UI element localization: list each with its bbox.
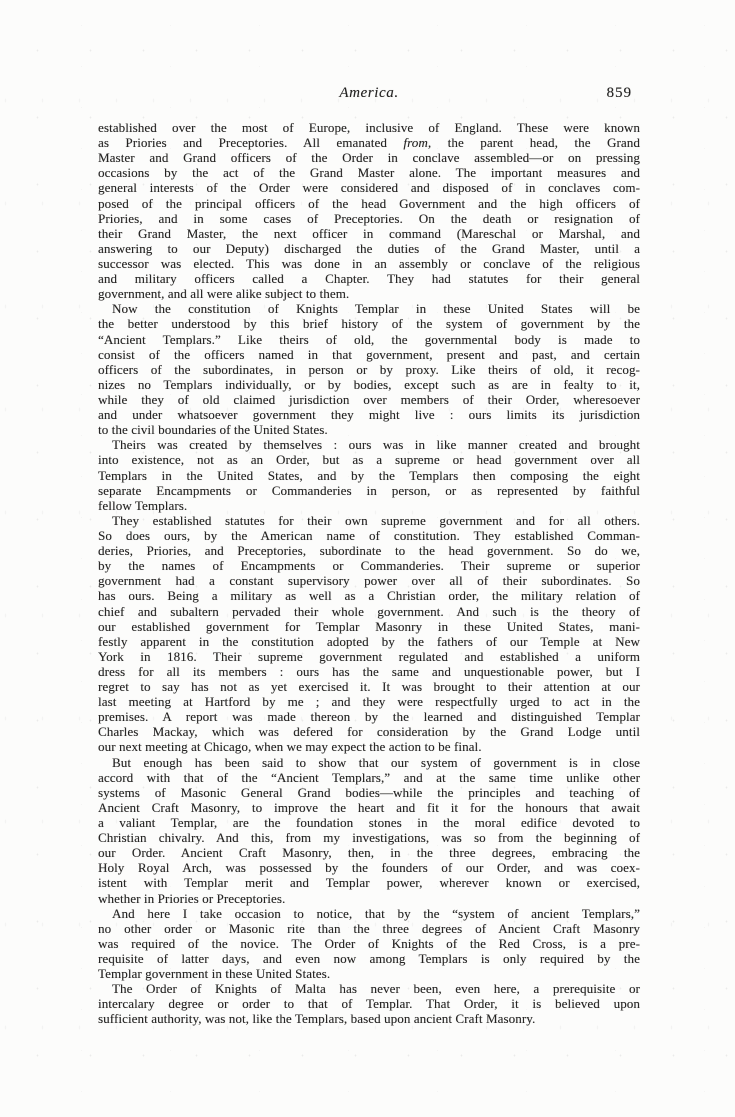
- text-segment: the parent head, the Grand: [431, 135, 640, 151]
- text-line: has ours. Being a military as well as a Christian order, the military relation of: [98, 588, 640, 604]
- paragraph: [98, 437, 640, 513]
- paragraph: [98, 513, 640, 755]
- text-line: government, and all were alike subject to them.: [98, 286, 350, 302]
- text-line: answering to our Deputy) discharged the duties of the Grand Master, until a: [98, 240, 640, 256]
- text-line: intercalary degree or order to that of Templar. That Order, it is believed upon: [98, 996, 640, 1012]
- text-line: separate Encampments or Commanderies in person, or as represented by faithful: [98, 482, 640, 498]
- text-line: nizes no Templars individually, or by bodies, except such as are in fealty to it,: [98, 376, 640, 392]
- text-line: chief and subaltern pervaded their whole government. And such is the theory of: [98, 603, 640, 619]
- paragraph: [98, 906, 640, 982]
- text-line: by the names of Encampments or Commanderies. Their supreme or superior: [98, 558, 640, 574]
- text-line: their Grand Master, the next officer in command (Mareschal or Marshal, and: [98, 225, 640, 241]
- text-line: successor was elected. This was done in an assembly or conclave of the religious: [98, 255, 640, 271]
- paragraph: [98, 981, 640, 1026]
- text-line: But enough has been said to show that our system of government is in close: [112, 754, 640, 770]
- text-line: deries, Priories, and Preceptories, subordinate to the head government. So do we,: [98, 543, 640, 559]
- text-line: posed of the principal officers of the head Government and the high officers of: [98, 195, 640, 211]
- text-line: established over the most of Europe, inclusive of England. These were known: [98, 120, 640, 135]
- text-line: occasions by the act of the Grand Master alone. The important measures and: [98, 165, 640, 181]
- text-line: istent with Templar merit and Templar power, wherever known or exercised,: [98, 875, 640, 891]
- paragraph: [98, 120, 640, 301]
- text-line: Templars in the United States, and by the Templars then composing the eight: [98, 467, 640, 483]
- running-title: America.: [339, 85, 399, 101]
- text-line: to the civil boundaries of the United States.: [98, 422, 328, 438]
- text-line: dress for all its members : ours has the same and unquestionable power, but I: [98, 663, 640, 679]
- text-line: systems of Masonic General Grand bodies—while the principles and teaching of: [98, 784, 640, 800]
- text-line: Templar government in these United States.: [98, 966, 331, 982]
- text-line: and military officers called a Chapter. They had statutes for their general: [98, 271, 640, 287]
- text-line: the better understood by this brief history of the system of government by the: [98, 316, 640, 332]
- text-line: into existence, not as an Order, but as a supreme or head government over all: [98, 452, 640, 468]
- text-line: officers of the subordinates, in person or by proxy. Like theirs of old, it recog-: [98, 361, 640, 377]
- text-line: Priories, and in some cases of Preceptories. On the death or resignation of: [98, 210, 640, 226]
- text-line: whether in Priories or Preceptories.: [98, 890, 286, 906]
- text-line: Christian chivalry. And this, from my investigations, was so from the beginning of: [98, 830, 640, 846]
- text-line: no other order or Masonic rite than the three degrees of Ancient Craft Masonry: [98, 920, 640, 936]
- text-line: our next meeting at Chicago, when we may expect the action to be final.: [98, 739, 482, 755]
- text-line: So does ours, by the American name of constitution. They established Comman-: [98, 527, 640, 543]
- text-line: festly apparent in the constitution adopted by the fathers of our Temple at New: [98, 633, 640, 649]
- text-line: our Order. Ancient Craft Masonry, then, in the three degrees, embracing the: [98, 845, 640, 861]
- text-line: premises. A report was made thereon by the learned and distinguished Templar: [98, 709, 640, 725]
- text-line: Holy Royal Arch, was possessed by the founders of our Order, and was coex-: [98, 860, 640, 876]
- text-line: The Order of Knights of Malta has never been, even here, a prerequisite or: [112, 981, 640, 997]
- paragraph: [98, 755, 640, 906]
- text-line: Now the constitution of Knights Templar in these United States will be: [112, 301, 640, 317]
- text-line: and under whatsoever government they might live : ours limits its jurisdiction: [98, 407, 640, 423]
- text-line: Charles Mackay, which was defered for consideration by the Grand Lodge until: [98, 724, 640, 740]
- text-line: requisite of latter days, and even now among Templars is only required by the: [98, 951, 640, 967]
- paragraph: [98, 301, 640, 437]
- text-line: while they of old claimed jurisdiction over members of their Order, wheresoever: [98, 391, 640, 407]
- text-line: And here I take occasion to notice, that by the “system of ancient Templars,”: [112, 905, 640, 921]
- italic-text-segment: from,: [403, 135, 432, 151]
- text-line: They established statutes for their own supreme government and for all others.: [112, 512, 640, 528]
- text-line: fellow Templars.: [98, 497, 188, 513]
- text-line: Theirs was created by themselves : ours was in like manner created and brought: [112, 437, 640, 453]
- text-line: [98, 135, 640, 150]
- text-line: was required of the novice. The Order of Knights of the Red Cross, is a pre-: [98, 935, 640, 951]
- page-number: 859: [606, 85, 632, 101]
- text-line: government had a constant supervisory power over all of their subordinates. So: [98, 573, 640, 589]
- text-line: regret to say has not as yet exercised it. It was brought to their attention at our: [98, 679, 640, 695]
- text-line: York in 1816. Their supreme government regulated and established a uniform: [98, 648, 640, 664]
- text-line: last meeting at Hartford by me ; and they were respectfully urged to act in the: [98, 694, 640, 710]
- page-body: [98, 120, 640, 1027]
- text-line: Ancient Craft Masonry, to improve the heart and fit it for the honours that await: [98, 799, 640, 815]
- text-line: Master and Grand officers of the Order in conclave assembled—or on pressing: [98, 150, 640, 166]
- text-segment: as Priories and Preceptories. All emanated: [98, 135, 404, 151]
- text-line: our established government for Templar Masonry in these United States, mani-: [98, 618, 640, 634]
- text-line: “Ancient Templars.” Like theirs of old, the governmental body is made to: [98, 331, 640, 347]
- text-line: general interests of the Order were considered and disposed of in conclaves com-: [98, 180, 640, 196]
- page-header: [98, 85, 640, 105]
- text-line: a valiant Templar, are the foundation stones in the moral edifice devoted to: [98, 815, 640, 831]
- text-line: sufficient authority, was not, like the Templars, based upon ancient Craft Masonry.: [98, 1011, 536, 1027]
- text-line: accord with that of the “Ancient Templars,” and at the same time unlike other: [98, 769, 640, 785]
- text-line: consist of the officers named in that government, present and past, and certain: [98, 346, 640, 362]
